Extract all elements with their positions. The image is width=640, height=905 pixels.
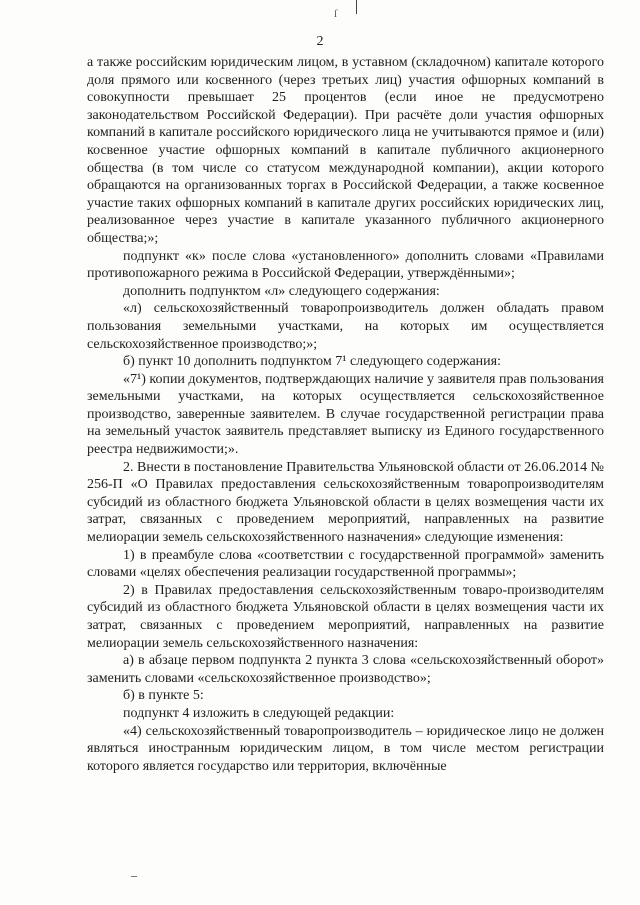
- paragraph-13: «4) сельскохозяйственный товаропроизводитель – юридическое лицо не должен являться иностранным юридическим лицом, в том числе местом регистрации которого является государство или территория, включённые: [87, 723, 604, 774]
- paragraph-12: подпункт 4 изложить в следующей редакции:: [123, 705, 395, 721]
- scan-speck: [131, 876, 137, 877]
- paragraph-7: 2. Внести в постановление Правительства Ульяновской области от 26.06.2014 № 256-П «О Правилах предоставления сельскохозяйственным товаропроизводителям субсидий из областного бюджета Ульяновской области в целях возмещения части их затрат, связанных с проведением мероприятий, направленных на развитие мелиорации земель сельскохозяйственного назначения» следующие изменения:: [87, 459, 604, 546]
- document-body: [87, 54, 604, 775]
- page-number: 2: [316, 34, 324, 49]
- paragraph-2: подпункт «к» после слова «установленного» дополнить словами «Правилами противопожарного режима в Российской Федерации, утверждёнными»;: [87, 248, 604, 282]
- paragraph-9: 2) в Правилах предоставления сельскохозяйственным товаро-производителям субсидий из областного бюджета Ульяновской области в целях возмещения части их затрат, связанных с проведением мероприятий, направленных на развитие мелиорации земель сельскохозяйственного назначения:: [87, 582, 604, 651]
- paragraph-3: дополнить подпунктом «л» следующего содержания:: [123, 283, 440, 299]
- paragraph-10: а) в абзаце первом подпункта 2 пункта 3 слова «сельскохозяйственный оборот» заменить словами «сельскохозяйственное производство»;: [87, 653, 604, 686]
- scan-mark: ſ: [334, 8, 338, 20]
- paragraph-6: «7¹) копии документов, подтверждающих наличие у заявителя прав пользования земельными участками, на которых осуществляется сельскохозяйственное производство, заверенные заявителем. В случае государственной регистрации права на земельный участок заявитель представляет выписку из Единого государственного реестра недвижимости;».: [87, 371, 604, 458]
- paragraph-8: 1) в преамбуле слова «соответствии с государственной программой» заменить словами «целях обеспечения реализации государственной программы»;: [87, 547, 604, 581]
- paragraph-4: «л) сельскохозяйственный товаропроизводитель должен обладать правом пользования земельными участками, на которых им осуществляется сельскохозяйственное производство;»;: [87, 301, 604, 352]
- paragraph-11: б) в пункте 5:: [123, 688, 204, 704]
- paragraph-1: а также российским юридическим лицом, в уставном (складочном) капитале которого доля прямого или косвенного (через третьих лиц) участия офшорных компаний в совокупности превышает 25 процентов (если иное не предусмотрено законодательством Российской Федерации). При расчёте доли участия офшорных компаний в капитале российского юридического лица не учитываются прямое и (или) косвенное участие офшорных компаний в капитале публичного акционерного общества (в том числе со статусом международной компании), акции которого обращаются на организованных торгах в Российской Федерации, а также косвенное участие таких офшорных компаний в капитале других российских юридических лиц, реализованное через участие в капитале указанного публичного акционерного общества;»;: [87, 55, 604, 246]
- paragraph-5: б) пункт 10 дополнить подпунктом 7¹ следующего содержания:: [123, 354, 501, 370]
- scan-mark-line: [356, 0, 357, 14]
